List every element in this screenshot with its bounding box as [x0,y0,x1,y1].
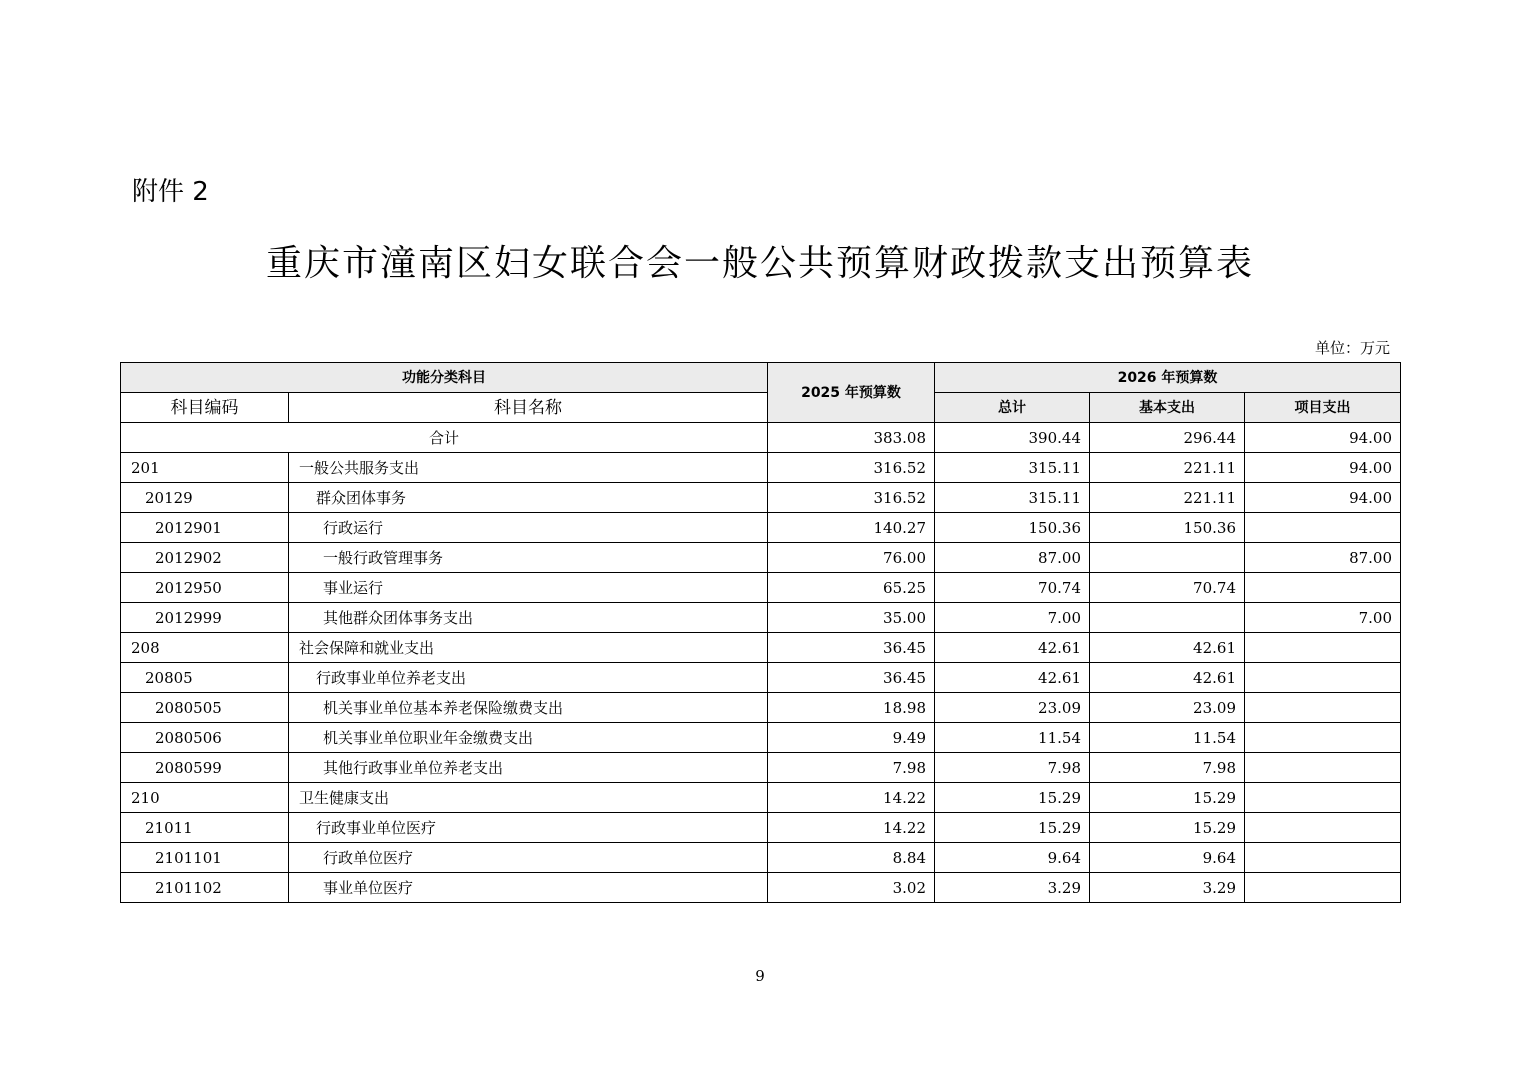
project-expenditure-cell: 7.00 [1245,603,1401,633]
project-expenditure-cell: 87.00 [1245,543,1401,573]
total-project: 94.00 [1245,423,1401,453]
project-expenditure-cell [1245,843,1401,873]
basic-expenditure-cell: 221.11 [1090,483,1245,513]
project-expenditure-cell [1245,663,1401,693]
subject-name-cell: 行政运行 [289,513,768,543]
subject-name-cell: 一般公共服务支出 [289,453,768,483]
table-row [121,873,1401,903]
subject-code-cell: 20129 [121,483,289,513]
project-expenditure-cell [1245,573,1401,603]
header-total: 总计 [935,393,1090,423]
subject-code-cell: 208 [121,633,289,663]
subject-code-cell: 2080599 [121,753,289,783]
total-cell: 315.11 [935,483,1090,513]
subject-name-cell: 群众团体事务 [289,483,768,513]
unit-label: 单位：万元 [1314,339,1390,357]
subject-code-cell: 2101102 [121,873,289,903]
header-project-expenditure: 项目支出 [1245,393,1401,423]
header-subject-name: 科目名称 [289,393,768,423]
total-row [121,423,1401,453]
table-row [121,573,1401,603]
table-row [121,603,1401,633]
basic-expenditure-cell: 150.36 [1090,513,1245,543]
subject-name-cell: 行政单位医疗 [289,843,768,873]
subject-code-cell: 2012950 [121,573,289,603]
header-subject-code: 科目编码 [121,393,289,423]
project-expenditure-cell [1245,753,1401,783]
table-row [121,453,1401,483]
table-row [121,693,1401,723]
subject-code-cell: 2012901 [121,513,289,543]
budget-2025-cell: 65.25 [768,573,935,603]
subject-name-cell: 一般行政管理事务 [289,543,768,573]
subject-code-cell: 210 [121,783,289,813]
subject-code-cell: 201 [121,453,289,483]
table-body [121,423,1401,903]
basic-expenditure-cell: 70.74 [1090,573,1245,603]
table-row [121,543,1401,573]
table-row [121,513,1401,543]
basic-expenditure-cell: 9.64 [1090,843,1245,873]
table-row [121,663,1401,693]
budget-2025-cell: 76.00 [768,543,935,573]
project-expenditure-cell: 94.00 [1245,483,1401,513]
budget-2025-cell: 316.52 [768,453,935,483]
subject-name-cell: 其他群众团体事务支出 [289,603,768,633]
basic-expenditure-cell: 3.29 [1090,873,1245,903]
subject-name-cell: 机关事业单位职业年金缴费支出 [289,723,768,753]
total-cell: 87.00 [935,543,1090,573]
table-row [121,723,1401,753]
total-cell: 42.61 [935,663,1090,693]
budget-2025-cell: 36.45 [768,633,935,663]
table-row [121,753,1401,783]
total-cell: 15.29 [935,813,1090,843]
budget-2025-cell: 316.52 [768,483,935,513]
total-cell: 70.74 [935,573,1090,603]
subject-name-cell: 行政事业单位医疗 [289,813,768,843]
total-cell: 3.29 [935,873,1090,903]
project-expenditure-cell [1245,633,1401,663]
budget-2025-cell: 14.22 [768,813,935,843]
basic-expenditure-cell: 11.54 [1090,723,1245,753]
total-total: 390.44 [935,423,1090,453]
project-expenditure-cell [1245,783,1401,813]
project-expenditure-cell: 94.00 [1245,453,1401,483]
basic-expenditure-cell: 7.98 [1090,753,1245,783]
subject-code-cell: 21011 [121,813,289,843]
subject-name-cell: 社会保障和就业支出 [289,633,768,663]
basic-expenditure-cell: 42.61 [1090,663,1245,693]
budget-2025-cell: 140.27 [768,513,935,543]
project-expenditure-cell [1245,723,1401,753]
table-row [121,633,1401,663]
project-expenditure-cell [1245,513,1401,543]
header-budget-2026: 2026 年预算数 [935,363,1401,393]
budget-2025-cell: 7.98 [768,753,935,783]
project-expenditure-cell [1245,693,1401,723]
header-budget-2025: 2025 年预算数 [768,363,935,423]
subject-name-cell: 行政事业单位养老支出 [289,663,768,693]
budget-2025-cell: 36.45 [768,663,935,693]
subject-name-cell: 机关事业单位基本养老保险缴费支出 [289,693,768,723]
subject-name-cell: 卫生健康支出 [289,783,768,813]
subject-code-cell: 2101101 [121,843,289,873]
project-expenditure-cell [1245,873,1401,903]
subject-name-cell: 其他行政事业单位养老支出 [289,753,768,783]
total-budget-2025: 383.08 [768,423,935,453]
basic-expenditure-cell: 221.11 [1090,453,1245,483]
total-cell: 11.54 [935,723,1090,753]
total-cell: 42.61 [935,633,1090,663]
budget-2025-cell: 8.84 [768,843,935,873]
table-header [121,363,1401,423]
total-basic: 296.44 [1090,423,1245,453]
subject-name-cell: 事业运行 [289,573,768,603]
total-cell: 150.36 [935,513,1090,543]
basic-expenditure-cell [1090,603,1245,633]
total-cell: 23.09 [935,693,1090,723]
project-expenditure-cell [1245,813,1401,843]
basic-expenditure-cell [1090,543,1245,573]
budget-2025-cell: 18.98 [768,693,935,723]
basic-expenditure-cell: 42.61 [1090,633,1245,663]
subject-code-cell: 2012999 [121,603,289,633]
total-label: 合计 [121,423,768,453]
subject-code-cell: 2080505 [121,693,289,723]
total-cell: 7.98 [935,753,1090,783]
table-row [121,813,1401,843]
table-row [121,483,1401,513]
total-cell: 15.29 [935,783,1090,813]
basic-expenditure-cell: 15.29 [1090,783,1245,813]
document-title: 重庆市潼南区妇女联合会一般公共预算财政拨款支出预算表 [265,243,1254,284]
total-cell: 9.64 [935,843,1090,873]
subject-code-cell: 2012902 [121,543,289,573]
basic-expenditure-cell: 23.09 [1090,693,1245,723]
header-basic-expenditure: 基本支出 [1090,393,1245,423]
budget-2025-cell: 14.22 [768,783,935,813]
budget-2025-cell: 3.02 [768,873,935,903]
page-number: 9 [755,967,765,985]
table-row [121,843,1401,873]
total-cell: 7.00 [935,603,1090,633]
header-functional-category: 功能分类科目 [121,363,768,393]
subject-code-cell: 2080506 [121,723,289,753]
basic-expenditure-cell: 15.29 [1090,813,1245,843]
table-row [121,783,1401,813]
total-cell: 315.11 [935,453,1090,483]
subject-code-cell: 20805 [121,663,289,693]
attachment-label: 附件 2 [132,177,209,207]
budget-2025-cell: 9.49 [768,723,935,753]
budget-2025-cell: 35.00 [768,603,935,633]
subject-name-cell: 事业单位医疗 [289,873,768,903]
budget-table [120,362,1401,903]
